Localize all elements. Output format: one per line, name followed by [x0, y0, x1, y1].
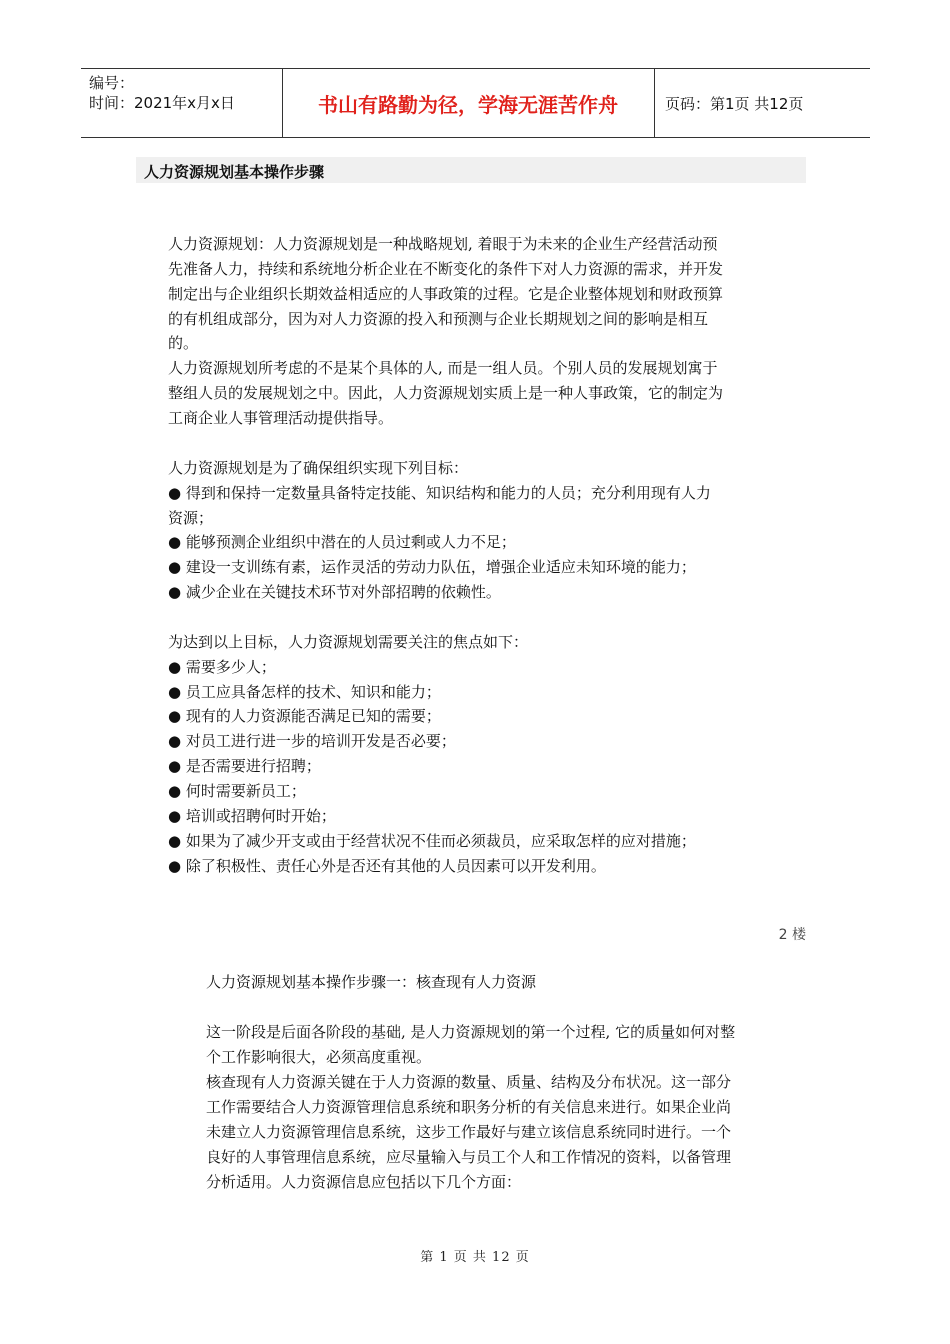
focus-heading: 为达到以上目标，人力资源规划需要关注的焦点如下：: [168, 633, 529, 651]
focus-item: ● 员工应具备怎样的技术、知识和能力；: [168, 683, 441, 701]
step1-line: 良好的人事管理信息系统，应尽量输入与员工个人和工作情况的资料，以备管理: [206, 1148, 732, 1166]
step1-line: 未建立人力资源管理信息系统，这步工作最好与建立该信息系统同时进行。一个: [206, 1123, 732, 1141]
intro-line: 人力资源规划：人力资源规划是一种战略规划, 着眼于为未来的企业生产经营活动预: [168, 235, 718, 253]
goals-heading: 人力资源规划是为了确保组织实现下列目标：: [168, 459, 469, 477]
focus-item: ● 是否需要进行招聘；: [168, 757, 321, 775]
focus-item: ● 现有的人力资源能否满足已知的需要；: [168, 707, 441, 725]
document-title: 人力资源规划基本操作步骤: [144, 163, 325, 181]
focus-item: ● 何时需要新员工；: [168, 782, 306, 800]
step1-line: 核查现有人力资源关键在于人力资源的数量、质量、结构及分布状况。这一部分: [206, 1073, 732, 1091]
header-divider: [654, 69, 655, 137]
header-meta: [89, 73, 235, 113]
intro-line: 人力资源规划所考虑的不是某个具体的人, 而是一组人员。个别人员的发展规划寓于: [168, 359, 718, 377]
intro-line: 制定出与企业组织长期效益相适应的人事政策的过程。它是企业整体规划和财政预算: [168, 285, 724, 303]
page-footer: 第 1 页 共 12 页: [420, 1250, 530, 1265]
number-label: 编号：: [89, 74, 135, 92]
focus-item: ● 对员工进行进一步的培训开发是否必要；: [168, 732, 456, 750]
goal-item: ● 得到和保持一定数量具备特定技能、知识结构和能力的人员；充分利用现有人力: [168, 484, 711, 502]
intro-line: 工商企业人事管理活动提供指导。: [168, 409, 394, 427]
step1-line: 个工作影响很大，必须高度重视。: [206, 1048, 432, 1066]
document-title-bar: [136, 157, 806, 183]
focus-item: ● 如果为了减少开支或由于经营状况不佳而必须裁员，应采取怎样的应对措施；: [168, 832, 696, 850]
intro-line: 的有机组成部分，因为对人力资源的投入和预测与企业长期规划之间的影响是相互: [168, 310, 709, 328]
focus-item: ● 需要多少人；: [168, 658, 276, 676]
goal-item: ● 减少企业在关键技术环节对外部招聘的依赖性。: [168, 583, 501, 601]
step1-line: 分析适用。人力资源信息应包括以下几个方面：: [206, 1173, 522, 1191]
goal-item: ● 建设一支训练有素，运作灵活的劳动力队伍，增强企业适应未知环境的能力；: [168, 558, 696, 576]
header-motto: 书山有路勤为径，学海无涯苦作舟: [318, 92, 618, 117]
goal-item: ● 能够预测企业组织中潜在的人员过剩或人力不足；: [168, 533, 516, 551]
intro-line: 的。: [168, 334, 199, 352]
time-label: 时间：2021年x月x日: [89, 94, 235, 112]
header-page-info: 页码：第1页 共12页: [665, 94, 804, 113]
floor-label: 2 楼: [778, 927, 806, 943]
page-header: [81, 68, 870, 138]
step1-line: 工作需要结合人力资源管理信息系统和职务分析的有关信息来进行。如果企业尚: [206, 1098, 732, 1116]
step1-line: 这一阶段是后面各阶段的基础, 是人力资源规划的第一个过程, 它的质量如何对整: [206, 1023, 736, 1041]
intro-line: 先准备人力，持续和系统地分析企业在不断变化的条件下对人力资源的需求，并开发: [168, 260, 724, 278]
goal-item-continuation: 资源；: [168, 509, 214, 527]
step1-heading: 人力资源规划基本操作步骤一：核查现有人力资源: [206, 973, 537, 991]
intro-line: 整组人员的发展规划之中。因此，人力资源规划实质上是一种人事政策，它的制定为: [168, 384, 724, 402]
focus-item: ● 除了积极性、责任心外是否还有其他的人员因素可以开发利用。: [168, 857, 606, 875]
focus-item: ● 培训或招聘何时开始；: [168, 807, 336, 825]
